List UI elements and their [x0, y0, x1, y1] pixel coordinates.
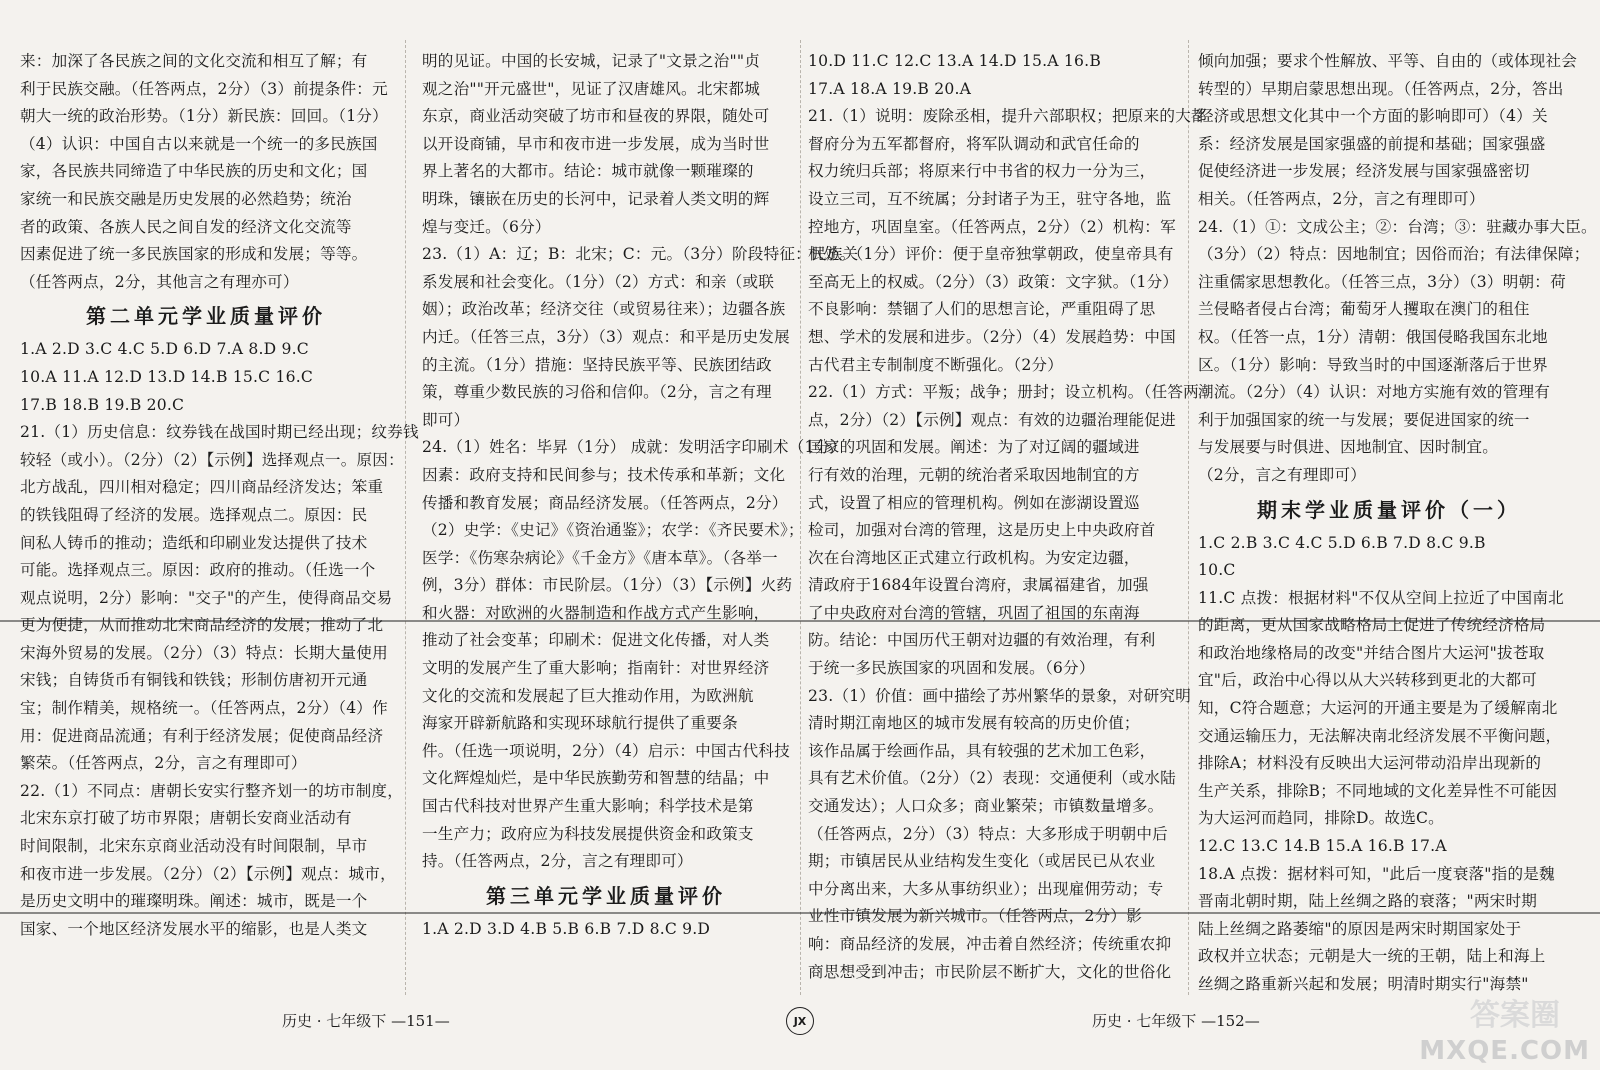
- text-column-2: [422, 48, 859, 943]
- text-line: 交通运输压力，无法解决南北经济发展不平衡问题，: [1198, 726, 1562, 745]
- text-line: 了中央政府对台湾的管辖，巩固了祖国的东南海: [808, 603, 1140, 622]
- text-line: 18.A 点拨：据材料可知，"此后一度衰落"指的是魏: [1198, 864, 1555, 883]
- page-footer-right: 历史 · 七年级下 —152—: [1092, 1012, 1260, 1030]
- text-line: 内迁。（任答三点，3分）（3）观点：和平是历史发展: [422, 327, 790, 346]
- text-line: 兰侵略者侵占台湾；葡萄牙人攫取在澳门的租住: [1198, 300, 1530, 319]
- text-line: 响：商品经济的发展，冲击着自然经济；传统重农抑: [808, 935, 1172, 953]
- text-line: 11.C 点拨：根据材料"不仅从空间上拉近了中国南北: [1198, 588, 1564, 607]
- section-heading: 第三单元学业质量评价: [486, 883, 726, 908]
- text-line: 和夜市进一步发展。（2分）（2）【示例】观点：城市，: [20, 864, 396, 883]
- text-line: 清政府于1684年设置台湾府，隶属福建省，加强: [808, 576, 1149, 595]
- text-line: 转型的）早期启蒙思想出现。（任答两点，2分，答出: [1198, 79, 1564, 98]
- text-line: 倾向加强；要求个性解放、平等、自由的（或体现社会: [1198, 52, 1578, 70]
- text-line: 更为便捷，从而推动北宋商品经济的发展；推动了北: [20, 616, 384, 635]
- text-line: 期；市镇居民从业结构发生变化（或居民已从农业: [808, 852, 1156, 871]
- text-line: 1.A 2.D 3.D 4.B 5.B 6.B 7.D 8.C 9.D: [422, 919, 711, 938]
- text-line: 可能。选择观点三。原因：政府的推动。（任选一个: [20, 561, 376, 580]
- text-line: 中分离出来，大多从事纺织业）；出现雇佣劳动；专: [808, 879, 1164, 898]
- text-line: 是历史文明中的璀璨明珠。阐述：城市，既是一个: [20, 892, 368, 911]
- text-line: 宋钱；自铸货币有铜钱和铁钱；形制仿唐初开元通: [20, 671, 368, 690]
- text-line: 丝绸之路重新兴起和发展；明清时期实行"海禁": [1198, 975, 1529, 993]
- text-line: 和政治地缘格局的改变"并结合图片大运河"拔苍取: [1198, 643, 1545, 662]
- text-line: 不良影响：禁锢了人们的思想言论，严重阻碍了思: [808, 300, 1156, 319]
- text-line: 因素促进了统一多民族国家的形成和发展；等等。: [20, 245, 368, 264]
- text-line: 晋南北朝时期，陆上丝绸之路的衰落；"两宋时期: [1198, 892, 1538, 911]
- text-line: 北宋东京打破了坊市界限；唐朝长安商业活动有: [20, 809, 352, 828]
- text-line: 23.（1）A：辽；B：北宋；C：元。（3分）阶段特征：民族关: [422, 245, 859, 264]
- text-line: 业性市镇发展为新兴城市。（任答两点，2分）影: [808, 907, 1142, 926]
- text-column-3: [808, 48, 1207, 986]
- text-line: 式，设置了相应的管理机构。例如在澎湖设置巡: [808, 493, 1140, 512]
- text-column-1: [20, 48, 419, 943]
- text-line: 东京，商业活动突破了坊市和昼夜的界限，随处可: [422, 107, 770, 126]
- text-line: 姻）；政治改革；经济交往（或贸易往来）；边疆各族: [422, 300, 786, 319]
- text-line: 国古代科技对世界产生重大影响；科学技术是第: [422, 797, 754, 816]
- text-line: 明的见证。中国的长安城，记录了"文景之治""贞: [422, 52, 760, 70]
- text-line: 文化的交流和发展起了巨大推动作用，为欧洲航: [422, 686, 754, 705]
- text-line: 以开设商铺，早市和夜市进一步发展，成为当时世: [422, 134, 770, 153]
- section-heading: 期末学业质量评价（一）: [1257, 497, 1521, 522]
- text-line: 防。结论：中国历代王朝对边疆的有效治理，有利: [808, 631, 1156, 650]
- text-line: 利于民族交融。（任答两点，2分）（3）前提条件：元: [20, 79, 388, 98]
- text-line: 21.（1）说明：废除丞相，提升六部职权；把原来的大都: [808, 107, 1207, 126]
- text-line: 即可）: [422, 410, 470, 429]
- text-line: 潮流。（2分）（4）认识：对地方实施有效的管理有: [1198, 383, 1551, 402]
- text-line: 传播和教育发展；商品经济发展。（任答两点，2分）: [422, 493, 788, 512]
- text-line: 权。（任答一点，1分）清朝：俄国侵略我国东北地: [1198, 327, 1548, 346]
- text-line: 督府分为五军都督府，将军队调动和武官任命的: [808, 134, 1140, 153]
- text-line: 件。（任选一项说明，2分）（4）启示：中国古代科技: [422, 741, 790, 760]
- text-line: 控地方，巩固皇室。（任答两点，2分）（2）机构：军: [808, 217, 1176, 236]
- text-line: 生产关系，排除B；不同地域的文化差异性不可能因: [1198, 781, 1558, 800]
- text-line: 医学：《伤寒杂病论》《千金方》《唐本草》。（各举一: [422, 548, 778, 567]
- text-line: 朝大一统的政治形势。（1分）新民族：回回。（1分）: [20, 107, 388, 126]
- text-column-4: [1198, 48, 1597, 999]
- text-line: 国家、一个地区经济发展水平的缩影，也是人类文: [20, 919, 368, 938]
- watermark-text: MXQE.COM: [1419, 1036, 1590, 1066]
- text-line: 例，3分）群体：市民阶层。（1分）（3）【示例】火药: [422, 576, 793, 595]
- text-line: 宋海外贸易的发展。（2分）（3）特点：长期大量使用: [20, 643, 388, 662]
- text-line: 的铁钱阻碍了经济的发展。选择观点二。原因：民: [20, 505, 368, 524]
- text-line: 检司，加强对台湾的管理，这是历史上中央政府首: [808, 521, 1156, 540]
- scan-artifact-line: [0, 620, 1600, 622]
- text-line: 观之治""开元盛世"，见证了汉唐雄风。北宋都城: [422, 79, 760, 98]
- column-divider: [1188, 40, 1189, 995]
- text-line: 间私人铸币的推动；造纸和印刷业发达提供了技术: [20, 533, 368, 552]
- text-line: （2分，言之有理即可）: [1198, 465, 1367, 484]
- text-line: （任答两点，2分）（3）特点：大多形成于明朝中后: [808, 824, 1168, 843]
- text-line: 次在台湾地区正式建立行政机构。为安定边疆，: [808, 548, 1140, 567]
- text-line: 交通发达）；人口众多；商业繁荣；市镇数量增多。: [808, 797, 1164, 816]
- text-line: 经济或思想文化其中一个方面的影响即可）（4）关: [1198, 107, 1548, 126]
- scan-artifact-line: [0, 912, 1600, 914]
- text-line: 于统一多民族国家的巩固和发展。（6分）: [808, 659, 1095, 678]
- text-line: 用：促进商品流通；有利于经济发展；促使商品经济: [20, 726, 384, 745]
- text-line: 为大运河而趋同，排除D。故选C。: [1198, 809, 1444, 828]
- text-line: 海家开辟新航路和实现环球航行提供了重要条: [422, 714, 738, 733]
- text-line: 10.D 11.C 12.C 13.A 14.D 15.A 16.B: [808, 52, 1101, 70]
- text-line: 北方战乱，四川相对稳定；四川商品经济发达；笨重: [20, 478, 384, 497]
- text-line: 至高无上的权威。（2分）（3）政策：文字狱。（1分）: [808, 272, 1179, 291]
- text-line: 策，尊重少数民族的习俗和信仰。（2分，言之有理: [422, 383, 772, 402]
- text-line: 10.C: [1198, 561, 1236, 580]
- text-line: 注重儒家思想教化。（任答三点，3分）（3）明朝：荷: [1198, 272, 1566, 291]
- column-divider: [405, 40, 406, 995]
- text-line: 清时期江南地区的城市发展有较高的历史价值；: [808, 714, 1140, 733]
- text-line: 家统一和民族交融是历史发展的必然趋势；统治: [20, 189, 352, 208]
- text-line: 明珠，镶嵌在历史的长河中，记录着人类文明的辉: [422, 189, 770, 208]
- text-line: 行有效的治理，元朝的统治者采取因地制宜的方: [808, 465, 1140, 484]
- text-line: 17.A 18.A 19.B 20.A: [808, 79, 972, 98]
- text-line: 煌与变迁。（6分）: [422, 217, 551, 236]
- text-line: 推动了社会变革；印刷术：促进文化传播，对人类: [422, 631, 770, 650]
- text-line: 17.B 18.B 19.B 20.C: [20, 395, 185, 414]
- text-line: 文明的发展产生了重大影响；指南针：对世界经济: [422, 659, 770, 678]
- text-line: 权力统归兵部；将原来行中书省的权力一分为三，: [808, 162, 1156, 181]
- text-line: 界上著名的大都市。结论：城市就像一颗璀璨的: [422, 162, 754, 181]
- text-line: 设立三司，互不统属；分封诸子为王，驻守各地，监: [808, 189, 1172, 208]
- text-line: 者的政策、各族人民之间自发的经济文化交流等: [20, 217, 352, 236]
- text-line: 利于加强国家的统一与发展；要促进国家的统一: [1198, 410, 1530, 429]
- text-line: 12.C 13.C 14.B 15.A 16.B 17.A: [1198, 837, 1447, 856]
- text-line: 22.（1）方式：平叛；战争；册封；设立机构。（任答两: [808, 383, 1199, 402]
- text-line: （2）史学：《史记》《资治通鉴》；农学：《齐民要术》；: [422, 521, 804, 540]
- page-gutter: [800, 40, 801, 995]
- text-line: 点，2分）（2）【示例】观点：有效的边疆治理能促进: [808, 410, 1176, 429]
- publisher-mark: JX: [786, 1007, 814, 1035]
- text-line: 政权并立状态；元朝是大一统的王朝，陆上和海上: [1198, 947, 1546, 966]
- text-line: 来：加深了各民族之间的文化交流和相互了解；有: [20, 52, 368, 70]
- text-line: （4）认识：中国自古以来就是一个统一的多民族国: [20, 134, 378, 153]
- text-line: 想、学术的发展和进步。（2分）（4）发展趋势：中国: [808, 327, 1176, 346]
- text-line: 一生产力；政府应为科技发展提供资金和政策支: [422, 824, 754, 843]
- text-line: （任答两点，2分，其他言之有理亦可）: [20, 272, 299, 291]
- text-line: 知，C符合题意；大运河的开通主要是为了缓解南北: [1198, 699, 1558, 718]
- text-line: （3分）（2）特点：因地制宜；因俗而治；有法律保障；: [1198, 245, 1590, 264]
- text-line: 的主流。（1分）措施：坚持民族平等、民族团结政: [422, 355, 772, 374]
- text-line: 21.（1）历史信息：纹券钱在战国时期已经出现；纹券钱: [20, 423, 419, 442]
- text-line: 系：经济发展是国家强盛的前提和基础；国家强盛: [1198, 134, 1546, 153]
- text-line: 宜"后，政治中心得以从大兴转移到更北的大都可: [1198, 671, 1538, 690]
- text-line: 和火器：对欧洲的火器制造和作战方式产生影响，: [422, 603, 770, 622]
- text-line: 24.（1）姓名：毕昇（1分） 成就：发明活字印刷术（1分）: [422, 438, 847, 457]
- text-line: 24.（1）①：文成公主；②：台湾；③：驻藏办事大臣。: [1198, 217, 1597, 236]
- page-footer-left: 历史 · 七年级下 —151—: [282, 1012, 450, 1030]
- text-line: 繁荣。（任答两点，2分，言之有理即可）: [20, 754, 307, 773]
- text-line: 1.C 2.B 3.C 4.C 5.D 6.B 7.D 8.C 9.B: [1198, 533, 1486, 552]
- text-line: 古代君主专制制度不断强化。（2分）: [808, 355, 1064, 374]
- text-line: 该作品属于绘画作品，具有较强的艺术加工色彩，: [808, 741, 1156, 760]
- watermark-logo: 答案圈: [1470, 998, 1560, 1033]
- text-line: 商思想受到冲击；市民阶层不断扩大，文化的世俗化: [808, 962, 1172, 981]
- text-line: 22.（1）不同点：唐朝长安实行整齐划一的坊市制度，: [20, 781, 403, 800]
- section-heading: 第二单元学业质量评价: [86, 304, 326, 329]
- text-line: 23.（1）价值：画中描绘了苏州繁华的景象，对研究明: [808, 686, 1191, 705]
- text-line: 较轻（或小）。（2分）（2）【示例】选择观点一。原因：: [20, 450, 404, 469]
- text-line: 区。（1分）影响：导致当时的中国逐渐落后于世界: [1198, 355, 1548, 374]
- text-line: 排除A；材料没有反映出大运河带动沿岸出现新的: [1198, 754, 1542, 773]
- text-line: 时间限制，北宋东京商业活动没有时间限制，早市: [20, 837, 368, 856]
- text-line: 观点说明，2分）影响："交子"的产生，使得商品交易: [20, 588, 393, 607]
- text-line: 国家的巩固和发展。阐述：为了对辽阔的疆域进: [808, 438, 1140, 457]
- text-line: 陆上丝绸之路萎缩"的原因是两宋时期国家处于: [1198, 919, 1522, 938]
- text-line: 1.A 2.D 3.C 4.C 5.D 6.D 7.A 8.D 9.C: [20, 340, 309, 359]
- text-line: 因素：政府支持和民间参与；技术传承和革新；文化: [422, 465, 786, 484]
- text-line: 机处。（1分）评价：便于皇帝独掌朝政，使皇帝具有: [808, 245, 1174, 264]
- text-line: 具有艺术价值。（2分）（2）表现：交通便利（或水陆: [808, 769, 1176, 788]
- text-line: 相关。（任答两点，2分，言之有理即可）: [1198, 189, 1485, 208]
- text-line: 与发展要与时俱进、因地制宜、因时制宜。: [1198, 438, 1499, 457]
- text-line: 10.A 11.A 12.D 13.D 14.B 15.C 16.C: [20, 367, 313, 386]
- text-line: 宝；制作精美，规格统一。（任答两点，2分）（4）作: [20, 699, 388, 718]
- text-line: 系发展和社会变化。（1分）（2）方式：和亲（或联: [422, 272, 775, 291]
- text-line: 家，各民族共同缔造了中华民族的历史和文化；国: [20, 162, 368, 181]
- text-line: 促使经济进一步发展；经济发展与国家强盛密切: [1198, 162, 1530, 181]
- text-line: 的距离，更从国家战略格局上促进了传统经济格局: [1198, 616, 1546, 635]
- text-line: 文化辉煌灿烂，是中华民族勤劳和智慧的结晶；中: [422, 769, 770, 788]
- text-line: 持。（任答两点，2分，言之有理即可）: [422, 852, 693, 871]
